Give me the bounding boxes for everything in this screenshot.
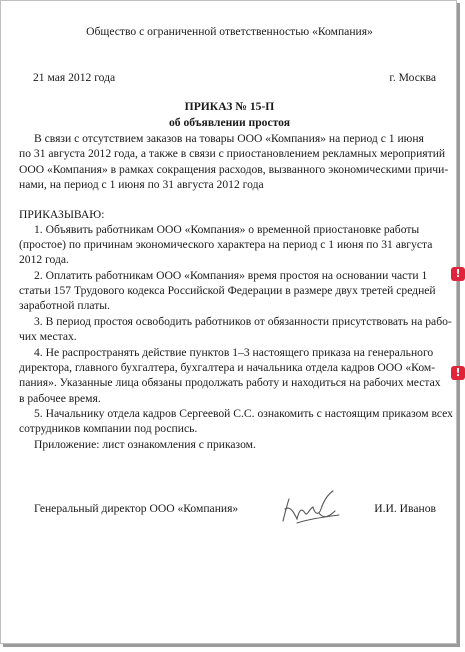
body-line: по 31 августа 2012 года, а также в связи с приостановлением рекламных мероприятий — [19, 147, 446, 160]
order-date: 21 мая 2012 года — [33, 71, 116, 84]
body-line: нами, на период с 1 июня по 31 августа 2012 года — [19, 178, 264, 191]
order-directive: ПРИКАЗЫВАЮ: — [19, 208, 105, 221]
alert-marker[interactable]: ! — [451, 267, 465, 281]
order-city: г. Москва — [389, 71, 436, 84]
order-item-1: 1. Объявить работникам ООО «Компания» о временной приостановке работы — [34, 223, 420, 236]
signatory-title: Генеральный директор ООО «Компания» — [34, 502, 239, 515]
order-title: ПРИКАЗ № 15-П — [184, 100, 275, 113]
body-line: в рабочее время. — [19, 392, 101, 405]
body-line: сотрудников компании под роспись. — [19, 422, 198, 435]
body-line: В связи с отсутствием заказов на товары ООО «Компания» на период с 1 июня — [34, 132, 424, 145]
body-line: (простое) по причинам экономического характера на период с 1 июня по 31 августа — [19, 238, 433, 251]
order-item-4: 4. Не распространять действие пунктов 1–3 настоящего приказа на генерального — [34, 346, 434, 359]
body-line: заработной платы. — [19, 299, 110, 312]
body-line: 2012 года. — [19, 253, 69, 266]
body-line: пания». Указанные лица обязаны продолжать работу и находиться на рабочих местах — [19, 376, 441, 389]
organization-name: Общество с ограниченной ответственностью «Компания» — [86, 25, 373, 38]
body-line: статьи 157 Трудового кодекса Российской Федерации в размере двух третей средней — [19, 284, 436, 297]
appendix-note: Приложение: лист ознакомления с приказом. — [34, 438, 256, 451]
order-item-2: 2. Оплатить работникам ООО «Компания» время простоя на основании части 1 — [34, 269, 428, 282]
alert-marker[interactable]: ! — [451, 366, 465, 380]
order-item-5: 5. Начальнику отдела кадров Сергеевой С.С. ознакомить с настоящим приказом всех — [34, 407, 453, 420]
body-line: чих местах. — [19, 330, 77, 343]
order-item-3: 3. В период простоя освободить работников от обязанности присутствовать на рабо- — [34, 315, 452, 328]
order-subtitle: об объявлении простоя — [169, 116, 290, 129]
body-line: ООО «Компания» в рамках сокращения расходов, вызванного экономическими причи- — [19, 163, 449, 176]
handwritten-signature — [279, 485, 345, 529]
body-line: директора, главного бухгалтера, бухгалтера и начальника отдела кадров ООО «Ком- — [19, 361, 436, 374]
signatory-name: И.И. Иванов — [374, 502, 436, 515]
